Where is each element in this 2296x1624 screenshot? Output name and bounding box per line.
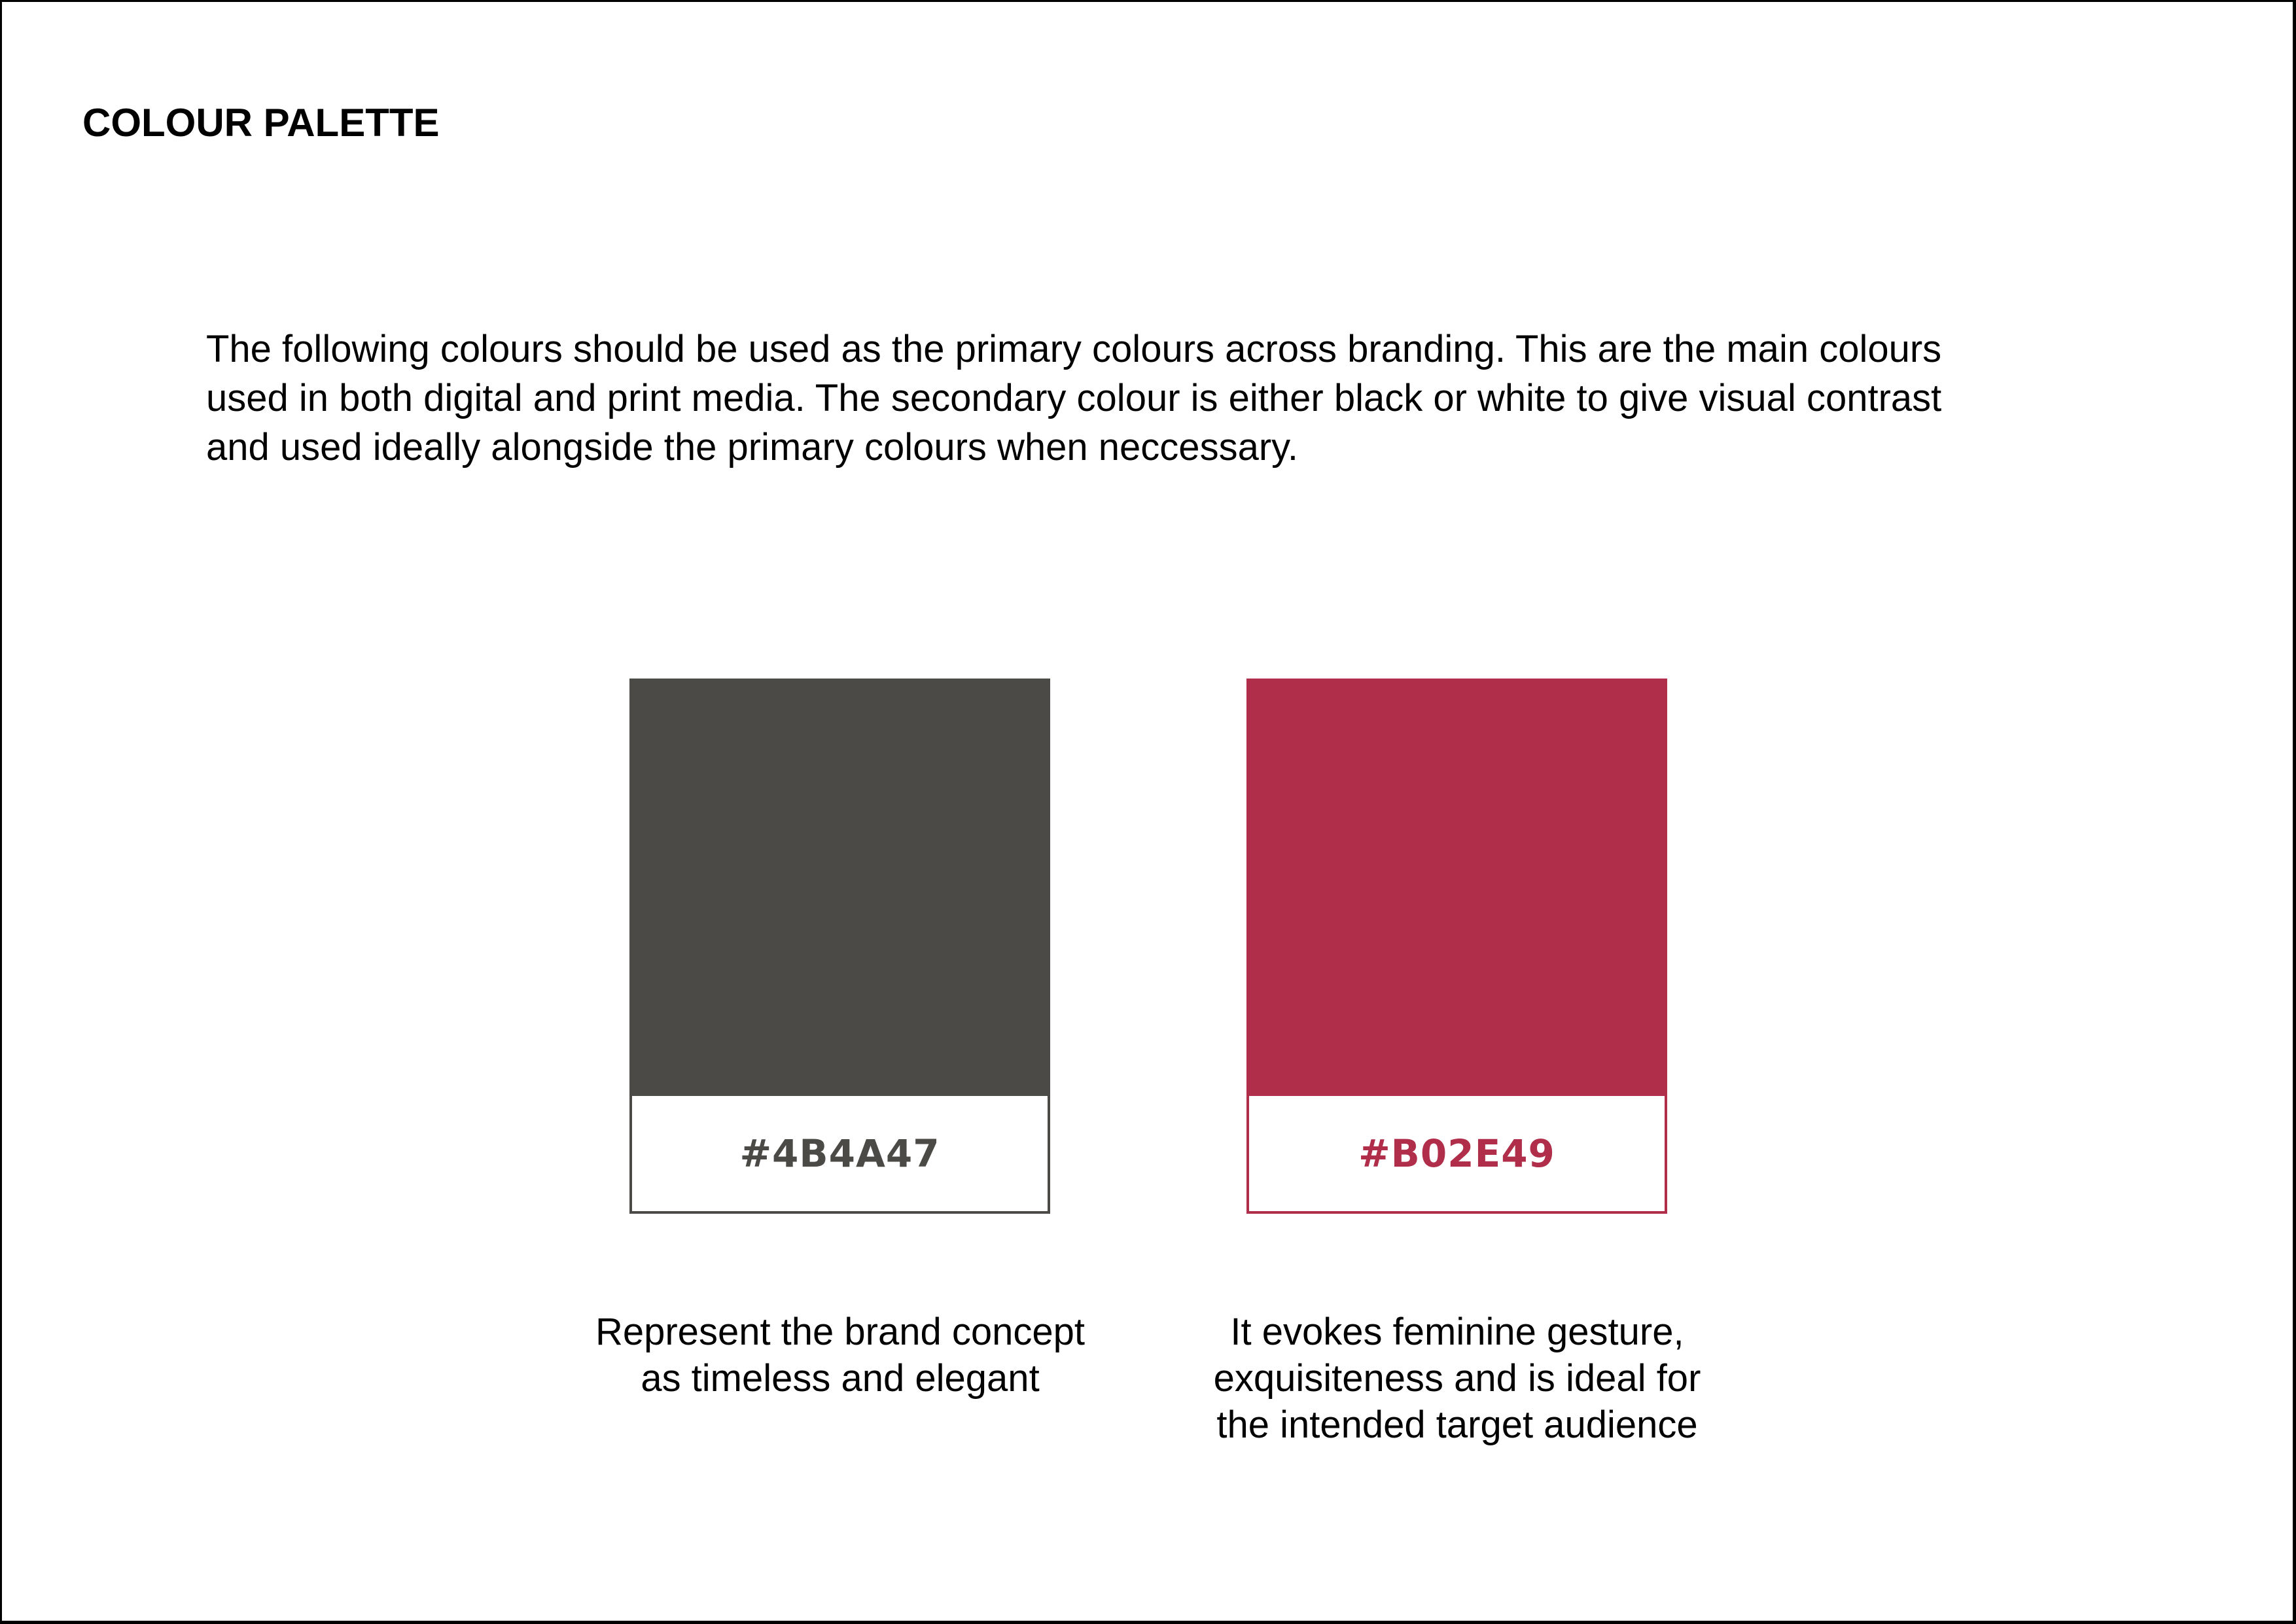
swatch-grey [629, 679, 1050, 1214]
caption-line: as timeless and elegant [641, 1357, 1040, 1400]
swatch-grey-caption [546, 1309, 1135, 1402]
swatch-grey-code-box [629, 1096, 1050, 1214]
caption-line: the intended target audience [1216, 1403, 1698, 1446]
intro-line: and used ideally alongside the primary colours when neccessary. [206, 426, 1298, 468]
swatch-crimson-hex: #B02E49 [1358, 1131, 1555, 1176]
swatch-crimson-caption [1163, 1309, 1752, 1448]
caption-line: exquisiteness and is ideal for [1213, 1357, 1701, 1400]
caption-line: Represent the brand concept [595, 1311, 1086, 1353]
page-title: COLOUR PALETTE [82, 101, 440, 145]
swatch-crimson [1246, 679, 1667, 1214]
intro-paragraph [206, 325, 2182, 472]
intro-line: used in both digital and print media. The secondary colour is either black or white to give visual contrast [206, 377, 1942, 419]
swatch-grey-fill [629, 679, 1050, 1096]
swatch-crimson-code-box [1246, 1096, 1667, 1214]
swatch-crimson-fill [1246, 679, 1667, 1096]
swatch-grey-hex: #4B4A47 [739, 1131, 940, 1176]
intro-line: The following colours should be used as the primary colours across branding. This are the main colours [206, 328, 1942, 370]
caption-line: It evokes feminine gesture, [1230, 1311, 1684, 1353]
